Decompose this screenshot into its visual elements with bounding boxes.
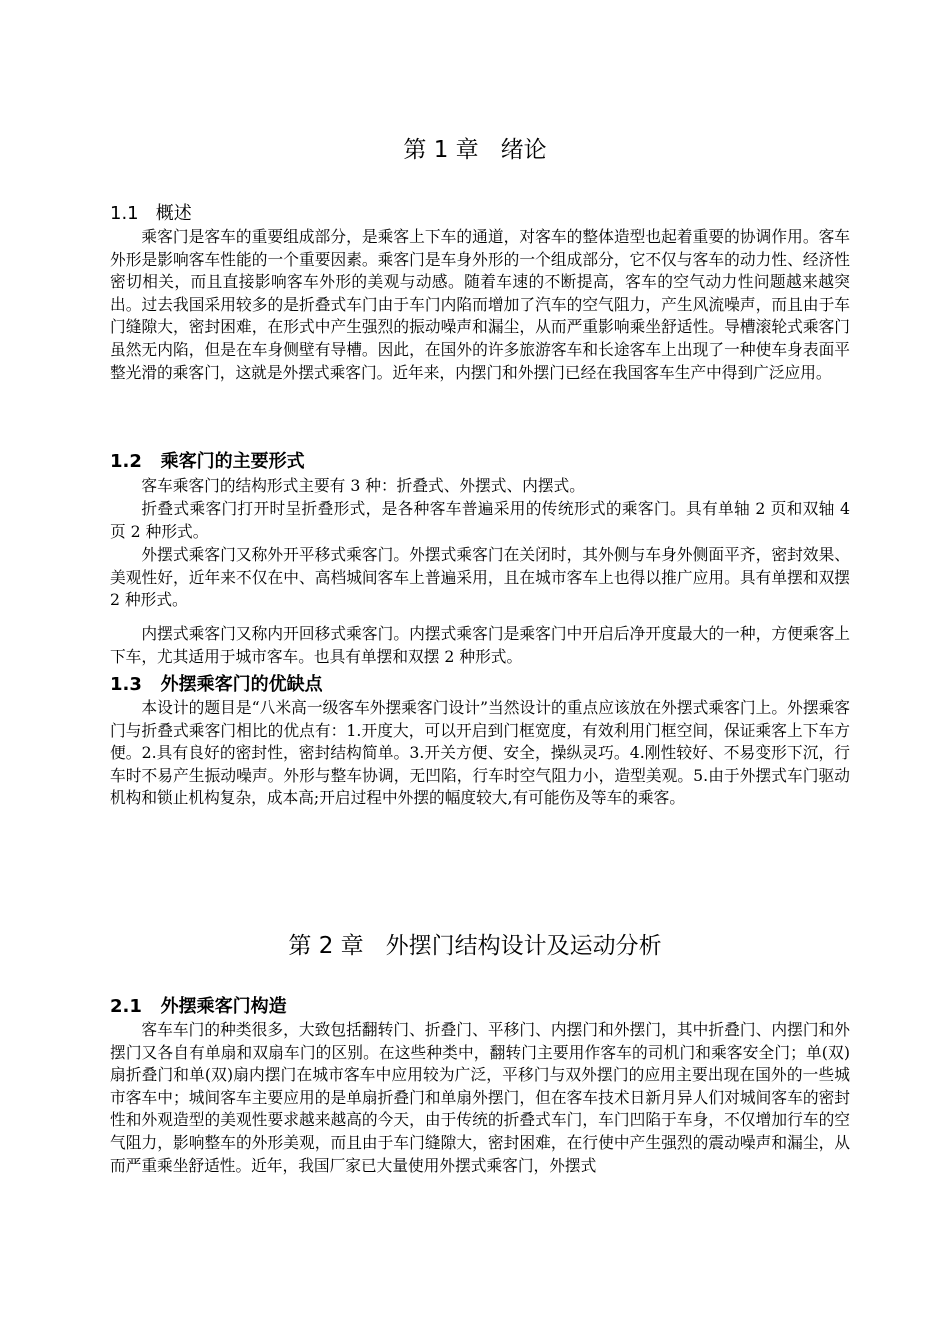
- section-1-2-paragraph-3: 外摆式乘客门又称外开平移式乘客门。外摆式乘客门在关闭时，其外侧与车身外侧面平齐，密封效果、美观性好，近年来不仅在中、高档城间客车上普遍采用，且在城市客车上也得以推广应用。具有单摆和双摆 2 种形式。: [110, 545, 850, 610]
- section-1-1-paragraph-1: 乘客门是客车的重要组成部分，是乘客上下车的通道，对客车的整体造型也起着重要的协调作用。客车外形是影响客车性能的一个重要因素。乘客门是车身外形的一个组成部分，它不仅与客车的动力性、经济性密切相关，而且直接影响客车外形的美观与动感。随着车速的不断提高，客车的空气动力性问题越来越突出。过去我国采用较多的是折叠式车门由于车门内陷而增加了汽车的空气阻力，产生风流噪声，而且由于车门缝隙大，密封困难，在形式中产生强烈的振动噪声和漏尘，从而严重影响乘坐舒适性。导槽滚轮式乘客门虽然无内陷，但是在车身侧壁有导槽。因此，在国外的许多旅游客车和长途客车上出现了一种使车身表面平整光滑的乘客门，这就是外摆式乘客门。近年来，内摆门和外摆门已经在我国客车生产中得到广泛应用。: [110, 227, 850, 382]
- section-1-2-paragraph-4: 内摆式乘客门又称内开回移式乘客门。内摆式乘客门是乘客门中开启后净开度最大的一种，方便乘客上下车，尤其适用于城市客车。也具有单摆和双摆 2 种形式。: [110, 624, 850, 666]
- chapter-1-title: 第 1 章 绪论: [403, 137, 547, 163]
- section-2-1-paragraph-1: 客车车门的种类很多，大致包括翻转门、折叠门、平移门、内摆门和外摆门，其中折叠门、内摆门和外摆门又各自有单扇和双扇车门的区别。在这些种类中，翻转门主要用作客车的司机门和乘客安全门；单(双)扇折叠门和单(双)扇内摆门在城市客车中应用较为广泛，平移门与双外摆门的应用主要出现在国外的一些城市客车中；城间客车主要应用的是单扇折叠门和单扇外摆门，但在客车技术日新月异人们对城间客车的密封性和外观造型的美观性要求越来越高的今天，由于传统的折叠式车门，车门凹陷于车身，不仅增加行车的空气阻力，影响整车的外形美观，而且由于车门缝隙大，密封困难，在行使中产生强烈的震动噪声和漏尘，从而严重乘坐舒适性。近年，我国厂家已大量使用外摆式乘客门，外摆式: [110, 1020, 850, 1175]
- section-1-1-heading: 1.1 概述: [110, 203, 192, 224]
- section-1-2-heading: 1.2 乘客门的主要形式: [110, 451, 305, 472]
- section-1-2-paragraph-2: 折叠式乘客门打开时呈折叠形式，是各种客车普遍采用的传统形式的乘客门。具有单轴 2 页和双轴 4 页 2 种形式。: [110, 499, 850, 541]
- chapter-2-title: 第 2 章 外摆门结构设计及运动分析: [288, 933, 662, 959]
- section-1-2-paragraph-1: 客车乘客门的结构形式主要有 3 种：折叠式、外摆式、内摆式。: [141, 476, 585, 495]
- section-2-1-heading: 2.1 外摆乘客门构造: [110, 996, 287, 1017]
- section-1-3-heading: 1.3 外摆乘客门的优缺点: [110, 674, 323, 695]
- section-1-3-paragraph-1: 本设计的题目是“八米高一级客车外摆乘客门设计”当然设计的重点应该放在外摆式乘客门上。外摆乘客门与折叠式乘客门相比的优点有：1.开度大，可以开启到门框宽度，有效利用门框空间，保证乘客上下车方便。2.具有良好的密封性，密封结构简单。3.开关方便、安全，操纵灵巧。4.刚性较好、不易变形下沉，行车时不易产生振动噪声。外形与整车协调，无凹陷，行车时空气阻力小，造型美观。5.由于外摆式车门驱动机构和锁止机构复杂，成本高;开启过程中外摆的幅度较大,有可能伤及等车的乘客。: [110, 698, 850, 808]
